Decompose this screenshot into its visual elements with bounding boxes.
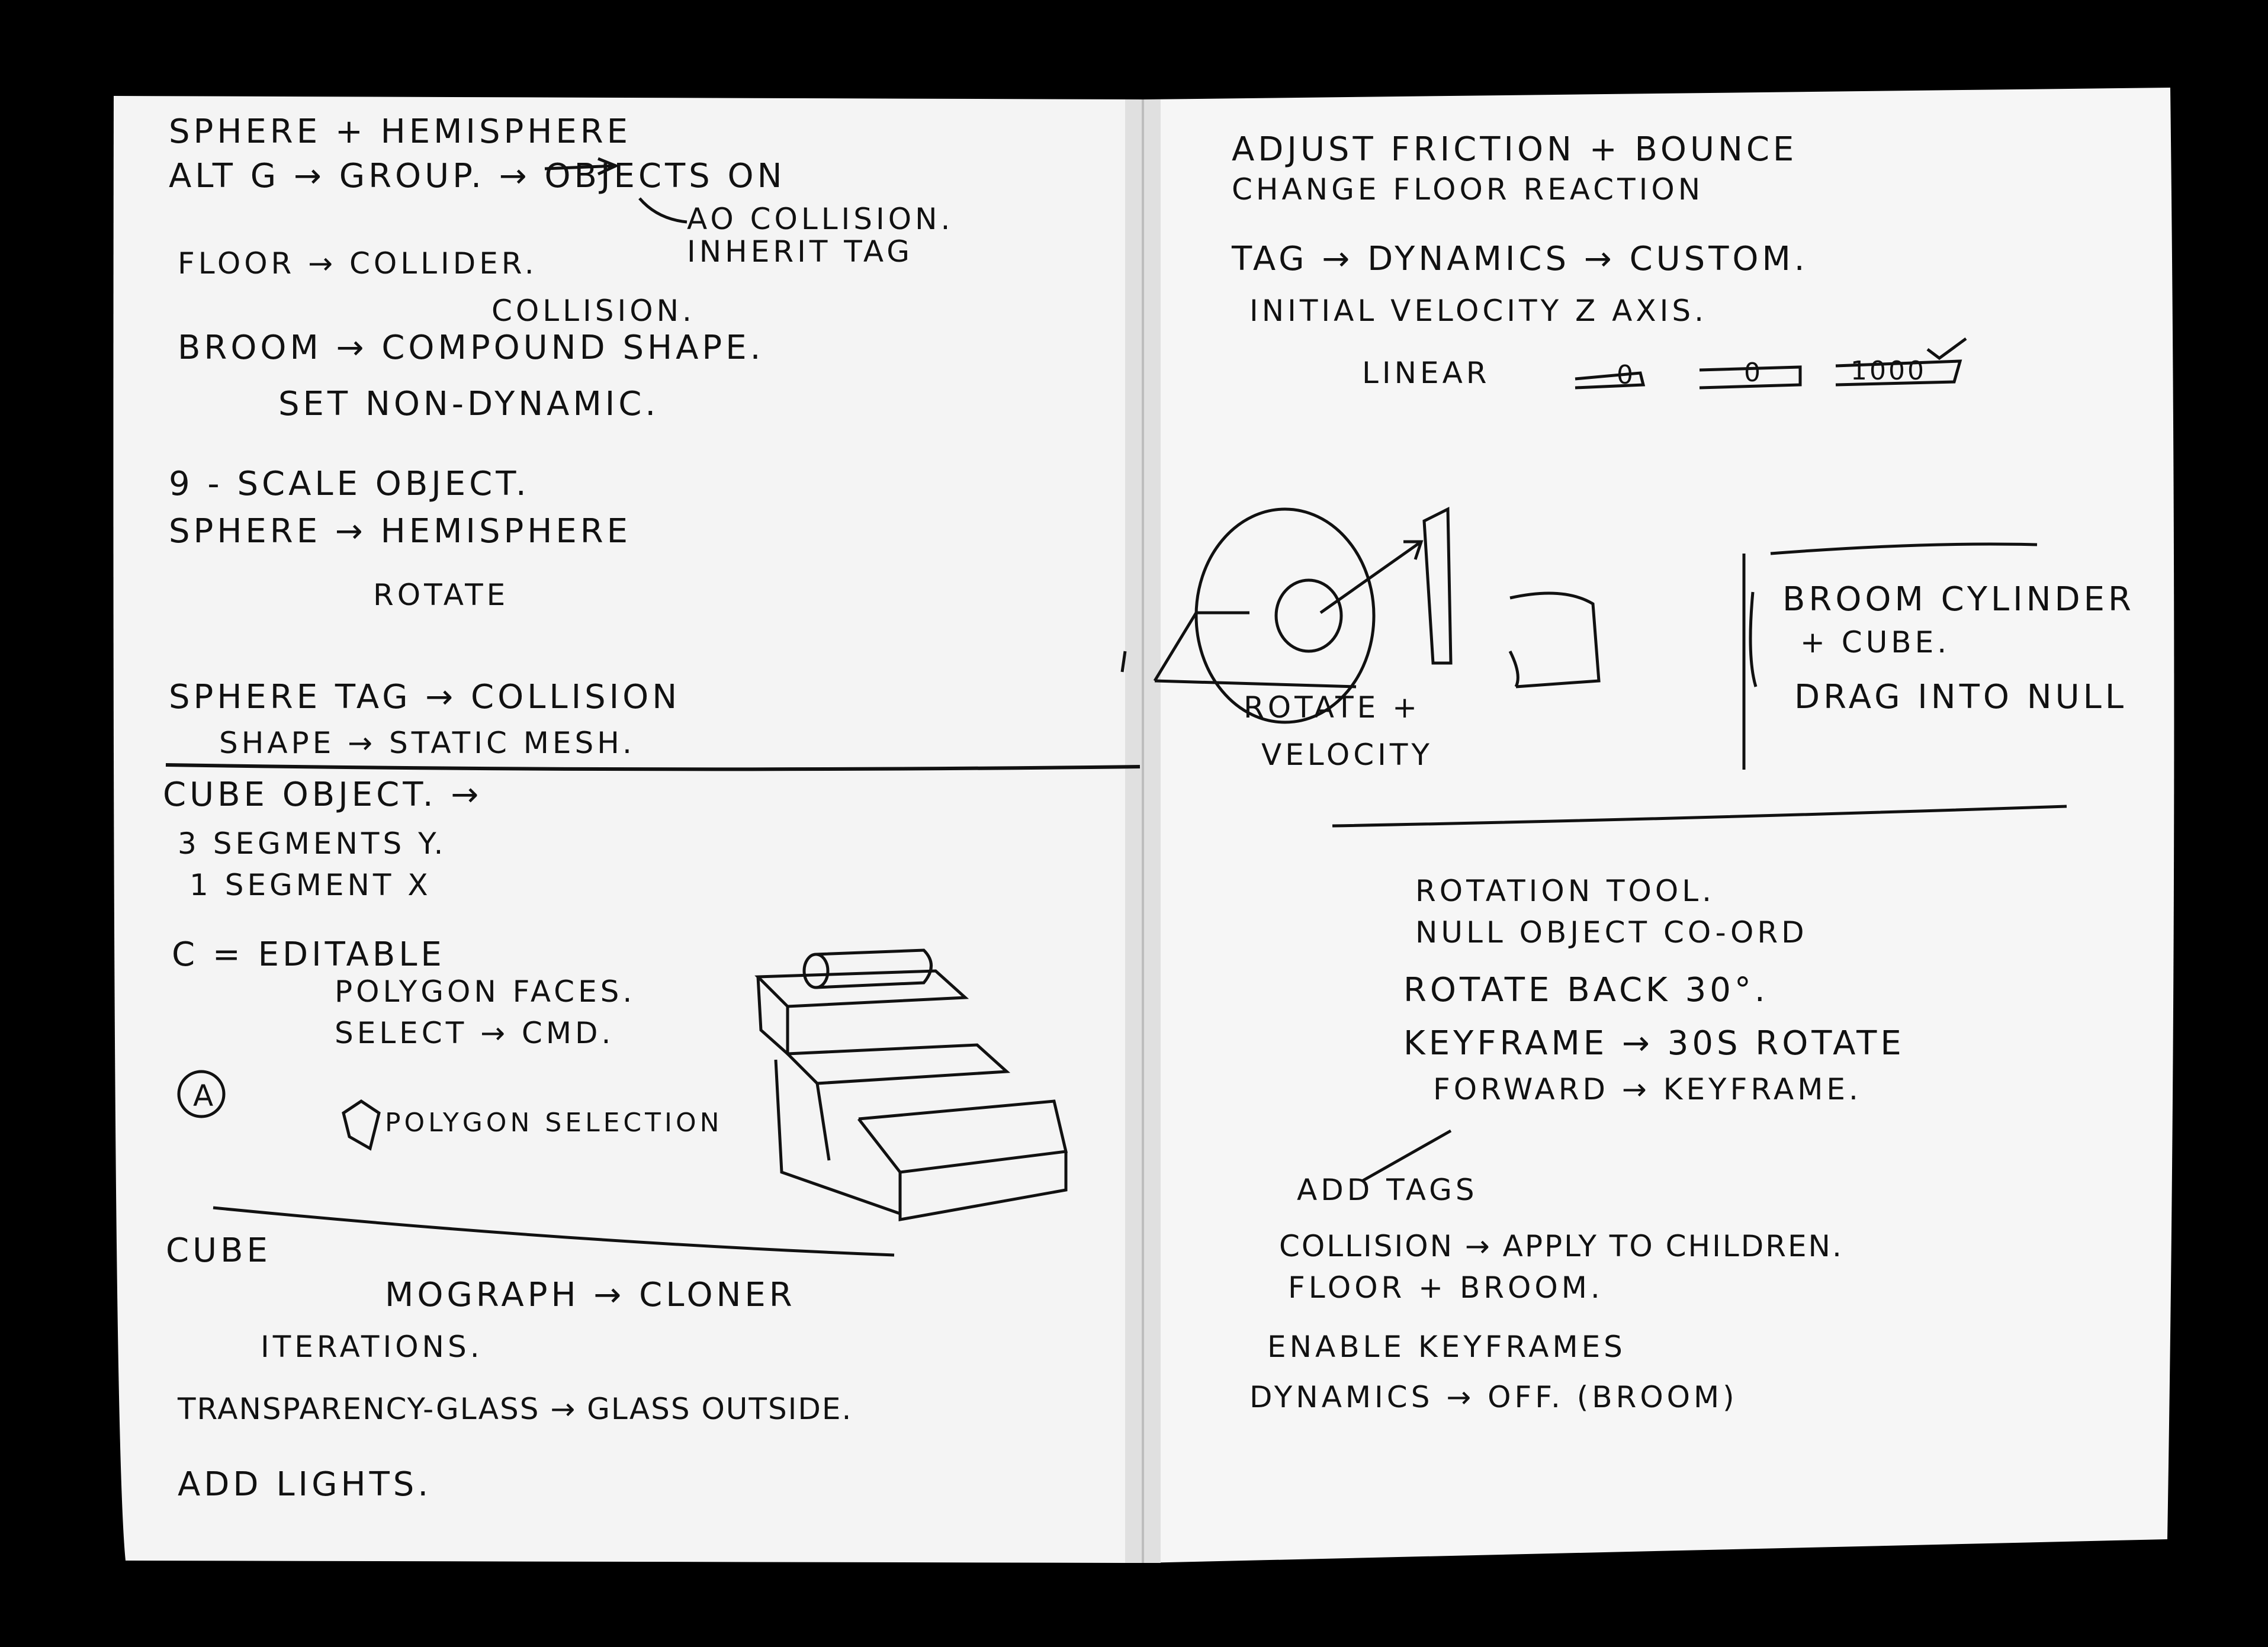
note-linear: LINEAR	[1362, 356, 1490, 390]
note-broom-compound-shape: BROOM → COMPOUND SHAPE.	[178, 329, 764, 367]
note-adjust-friction-bounce: ADJUST FRICTION + BOUNCE	[1232, 130, 1798, 169]
note-dynamics-off-broom: DYNAMICS → OFF. (BROOM)	[1249, 1380, 1738, 1414]
note-shape-static-mesh: SHAPE → STATIC MESH.	[219, 726, 635, 760]
note-3-segments-y: 3 SEGMENTS Y.	[178, 826, 447, 861]
note-enable-keyframes: ENABLE KEYFRAMES	[1267, 1330, 1626, 1364]
note-velocity: VELOCITY	[1261, 738, 1433, 772]
note-letter-a: A	[193, 1079, 214, 1113]
note-polygon-selection: POLYGON SELECTION	[385, 1108, 723, 1138]
note-floor-collider: FLOOR → COLLIDER.	[178, 246, 538, 281]
note-sphere-tag-collision: SPHERE TAG → COLLISION	[169, 678, 681, 716]
note-set-non-dynamic: SET NON-DYNAMIC.	[278, 385, 660, 423]
note-c-editable: C = EDITABLE	[172, 935, 445, 974]
note-sphere-to-hemisphere: SPHERE → HEMISPHERE	[169, 512, 632, 551]
note-alt-g-group: ALT G → GROUP. → OBJECTS ON	[169, 157, 786, 195]
note-inherit-tag: INHERIT TAG	[687, 234, 913, 269]
velocity-z-value: 1000	[1851, 356, 1926, 386]
note-iterations: ITERATIONS.	[261, 1330, 483, 1364]
note-keyframe-30s-rotate: KEYFRAME → 30S ROTATE	[1403, 1024, 1905, 1063]
note-rotate: ROTATE	[373, 578, 509, 612]
note-transparency-glass: TRANSPARENCY-GLASS → GLASS OUTSIDE.	[178, 1392, 853, 1426]
velocity-y-value: 0	[1744, 358, 1761, 388]
note-broom-cylinder: BROOM CYLINDER	[1782, 580, 2135, 619]
note-sphere-hemisphere: SPHERE + HEMISPHERE	[169, 112, 632, 151]
note-add-tags: ADD TAGS	[1297, 1173, 1478, 1207]
note-rotation-tool: ROTATION TOOL.	[1415, 874, 1716, 908]
note-plus-cube: + CUBE.	[1800, 625, 1951, 660]
note-mograph-cloner: MOGRAPH → CLONER	[385, 1276, 796, 1314]
note-change-floor-reaction: CHANGE FLOOR REACTION	[1232, 172, 1704, 207]
note-cube: CUBE	[166, 1231, 271, 1270]
note-cube-object: CUBE OBJECT. →	[163, 776, 483, 814]
note-tag-dynamics-custom: TAG → DYNAMICS → CUSTOM.	[1232, 240, 1808, 278]
note-collision-apply-children: COLLISION → APPLY TO CHILDREN.	[1279, 1229, 1843, 1263]
note-null-object-coord: NULL OBJECT CO-ORD	[1415, 915, 1808, 950]
note-scale-object: 9 - SCALE OBJECT.	[169, 465, 530, 503]
note-initial-velocity: INITIAL VELOCITY Z AXIS.	[1249, 294, 1707, 328]
note-1-segment-x: 1 SEGMENT X	[189, 868, 432, 902]
note-rotate-back-30: ROTATE BACK 30°.	[1403, 971, 1769, 1009]
note-ao-collision: AO COLLISION.	[687, 202, 954, 236]
note-add-lights: ADD LIGHTS.	[178, 1465, 432, 1504]
note-select-cmd: SELECT → CMD.	[335, 1016, 615, 1050]
note-rotate-plus: ROTATE +	[1244, 690, 1421, 725]
note-collision: COLLISION.	[491, 294, 695, 328]
note-polygon-faces: POLYGON FACES.	[335, 974, 636, 1009]
note-drag-into-null: DRAG INTO NULL	[1794, 678, 2128, 716]
note-forward-keyframe: FORWARD → KEYFRAME.	[1433, 1072, 1862, 1106]
velocity-x-value: 0	[1617, 360, 1633, 390]
note-floor-broom: FLOOR + BROOM.	[1288, 1270, 1604, 1305]
